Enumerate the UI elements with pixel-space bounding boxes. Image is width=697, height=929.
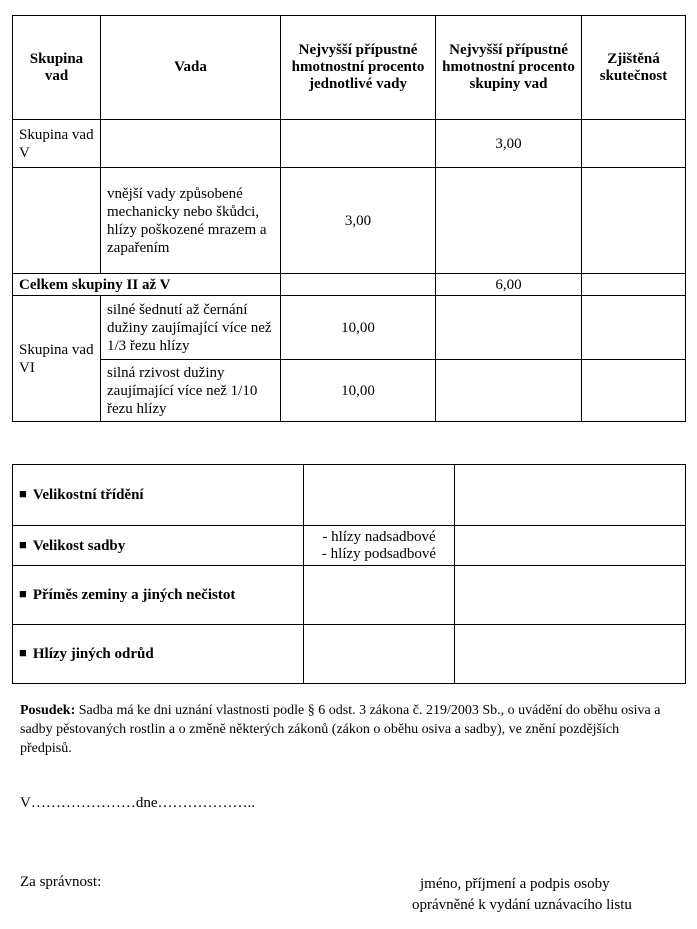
header-row — [13, 16, 686, 120]
bullet-icon: ■ — [19, 536, 27, 552]
group-vi-found-cell-1 — [582, 296, 686, 360]
signature-block — [412, 874, 632, 916]
signature-line-1: jméno, příjmení a podpis osoby — [420, 876, 610, 892]
group-vi-defect-2: silná rzivost dužiny zaujímající více než 1/10 řezu hlízy — [101, 360, 281, 422]
quality-label-impurities: ■ Příměs zeminy a jiných nečistot — [13, 566, 304, 625]
bullet-icon: ■ — [19, 586, 27, 601]
group-vi-defect-1: silné šednutí až černání dužiny zaujímající více než 1/3 řezu hlízy — [101, 296, 281, 360]
total-found-cell — [582, 274, 686, 296]
table-row — [13, 168, 686, 274]
header-max-single: Nejvyšší přípustné hmotnostní procento jednotlivé vady — [281, 16, 436, 120]
group-v-found-cell — [582, 120, 686, 168]
total-label: Celkem skupiny II až V — [13, 274, 281, 296]
empty-cell — [101, 120, 281, 168]
group-vi-found-cell-2 — [582, 360, 686, 422]
group-vi-max-1: 10,00 — [281, 296, 436, 360]
group-vi-label: Skupina vad VI — [13, 296, 101, 422]
group-vi-max-2: 10,00 — [281, 360, 436, 422]
header-found: Zjištěná skutečnost — [582, 16, 686, 120]
group-v-defect-max: 3,00 — [281, 168, 436, 274]
table-row — [13, 360, 686, 422]
empty-cell — [436, 296, 582, 360]
quality-value-cell — [455, 465, 686, 526]
total-value: 6,00 — [436, 274, 582, 296]
assessment-text: Sadba má ke dni uznání vlastnosti podle § 6 odst. 3 zákona č. 219/2003 Sb., o uvádění do oběhu osiva a sadby pěstovaných rostlin a o změně některých zákonů (zákon o oběhu osiva a sadby), ve znění pozdějších předpisů. — [20, 703, 661, 756]
table-row — [13, 465, 686, 526]
bullet-icon: ■ — [19, 645, 27, 660]
empty-cell — [436, 360, 582, 422]
quality-value-cell — [455, 526, 686, 566]
empty-cell — [13, 168, 101, 274]
total-row — [13, 274, 686, 296]
table-row — [13, 296, 686, 360]
group-v-defect-found-cell — [582, 168, 686, 274]
empty-cell — [281, 120, 436, 168]
assessment-note — [20, 701, 670, 758]
empty-cell — [304, 465, 455, 526]
empty-cell — [281, 274, 436, 296]
empty-cell — [436, 168, 582, 274]
table-row — [13, 625, 686, 684]
bullet-icon: ■ — [19, 486, 27, 501]
signature-line-2: oprávněné k vydání uznávacího listu — [412, 897, 632, 913]
table-row — [13, 526, 686, 566]
size-option-over: - hlízy nadsadbové — [322, 528, 436, 545]
quality-value-cell — [455, 566, 686, 625]
header-group: Skupina vad — [13, 16, 101, 120]
quality-table — [12, 464, 686, 684]
quality-label-sorting: ■ Velikostní třídění — [13, 465, 304, 526]
group-v-defect: vnější vady způsobené mechanicky nebo škůdci, hlízy poškozené mrazem a zapařením — [101, 168, 281, 274]
table-row — [13, 566, 686, 625]
size-option-under: - hlízy podsadbové — [321, 545, 437, 562]
quality-label-size: ■ Velikost sadby — [13, 526, 304, 566]
group-v-label: Skupina vad V — [13, 120, 101, 168]
correctness-label: Za správnost: — [20, 874, 102, 890]
header-max-group: Nejvyšší přípustné hmotnostní procento skupiny vad — [436, 16, 582, 120]
table-row — [13, 120, 686, 168]
place-date-line: V…………………dne……………….. — [20, 795, 255, 811]
quality-value-cell — [455, 625, 686, 684]
quality-label-other-varieties: ■ Hlízy jiných odrůd — [13, 625, 304, 684]
group-v-max: 3,00 — [436, 120, 582, 168]
empty-cell — [304, 625, 455, 684]
header-defect: Vada — [101, 16, 281, 120]
size-options — [304, 526, 455, 566]
assessment-label: Posudek: — [20, 703, 76, 718]
defects-table — [12, 15, 686, 422]
empty-cell — [304, 566, 455, 625]
